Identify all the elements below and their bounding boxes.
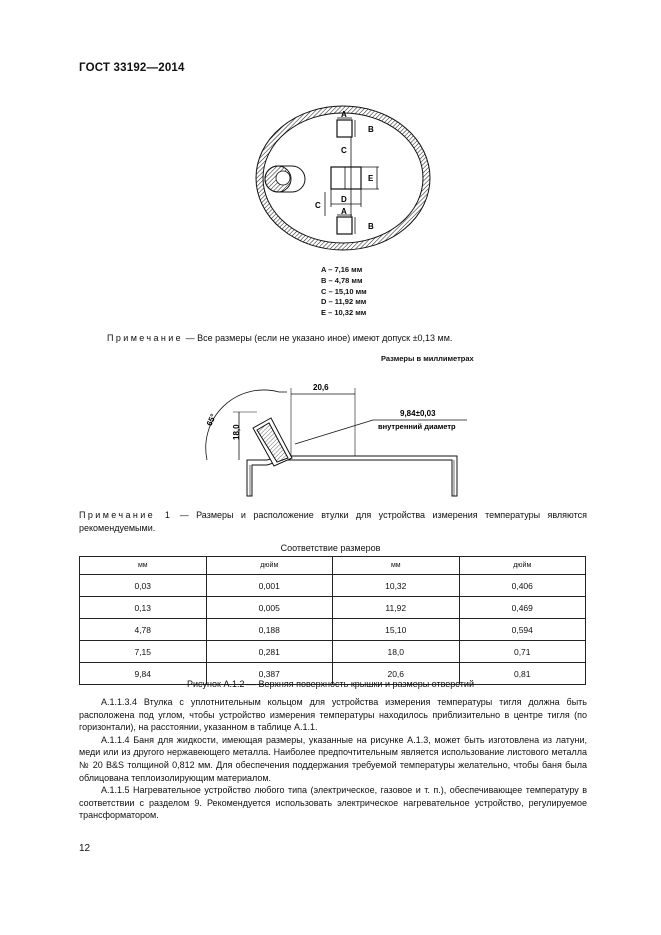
lid-top-view-figure	[245, 96, 445, 264]
table-cell: 0,13	[80, 597, 207, 619]
table-cell: 15,10	[333, 619, 460, 641]
table-caption: Соответствие размеров	[280, 543, 381, 553]
angle-label: 65°	[204, 412, 219, 428]
opening-center	[331, 167, 361, 189]
document-id: ГОСТ 33192—2014	[79, 62, 185, 74]
table-cell: 0,188	[206, 619, 333, 641]
paragraph: А.1.1.4 Баня для жидкости, имеющая размеры, указанные на рисунке А.1.3, может быть изготовлена из латуни, меди или из другого нержавеющего металла. Наиболее предпочтительным является использование листового металла № 20 B&S толщиной 0,812 мм. Для обеспечения поддержания требуемой температуры желательно, чтобы баня была облицована теплоизолирующим материалом.	[79, 734, 587, 783]
column-header: дюйм	[459, 557, 586, 575]
note-text: — Все размеры (если не указано иное) имеют допуск ±0,13 мм.	[183, 333, 453, 343]
table-cell: 18,0	[333, 641, 460, 663]
height-dimension: 18,0	[232, 424, 241, 440]
note-prefix: Примечание 1	[79, 510, 173, 520]
table-cell: 0,03	[80, 575, 207, 597]
opening-bottom	[337, 217, 352, 234]
dim-label-c-top: C	[341, 146, 347, 155]
legend-item: C – 15,10 мм	[321, 286, 367, 296]
width-dimension: 20,6	[313, 383, 329, 392]
dim-label-a-bottom: A	[341, 207, 347, 216]
table-cell: 0,406	[459, 575, 586, 597]
dim-label-c-bottom: C	[315, 201, 321, 210]
table-cell: 0,281	[206, 641, 333, 663]
legend-item: A – 7,16 мм	[321, 265, 363, 274]
tolerance-note	[107, 333, 452, 343]
thermometer-sleeve	[253, 418, 292, 466]
paragraph: А.1.1.3.4 Втулка с уплотнительным кольцом для устройства измерения температуры тигля должна быть расположена под углом, чтобы устройство измерения температуры находилось приблизительно в центре тигля (по горизонтали), на расстоянии, указанном в таблице А.1.1.	[79, 697, 587, 733]
table-cell: 11,92	[333, 597, 460, 619]
legend-item: E – 10,32 мм	[321, 308, 367, 318]
table-cell: 0,387	[206, 663, 333, 685]
diameter-note: внутренний диаметр	[378, 422, 456, 431]
dim-label-d: D	[341, 195, 347, 204]
table-cell: 10,32	[333, 575, 460, 597]
table-cell: 0,594	[459, 619, 586, 641]
stirrer-opening	[265, 166, 305, 192]
column-header: дюйм	[206, 557, 333, 575]
table-cell: 0,469	[459, 597, 586, 619]
legend-item: B – 4,78 мм	[321, 275, 363, 285]
table-cell: 0,71	[459, 641, 586, 663]
paragraph: А.1.1.5 Нагревательное устройство любого типа (электрическое, газовое и т. п.), обеспечивающее температуру в соответствии с разделом 9. Рекомендуется использовать электрическое нагревательное устройство, регулируемое трансформатором.	[79, 785, 587, 821]
diameter-value: 9,84±0,03	[400, 409, 436, 418]
table-cell: 9,84	[80, 663, 207, 685]
column-header: мм	[333, 557, 460, 575]
table-row	[80, 619, 586, 641]
dim-label-b-bottom: B	[368, 222, 374, 231]
legend-item: D – 11,92 мм	[321, 297, 367, 307]
note-text: — Размеры и расположение втулки для устройства измерения температуры являются рекомендуемыми.	[79, 510, 587, 533]
body-text	[79, 696, 587, 822]
table-cell: 0,001	[206, 575, 333, 597]
dim-label-b-top: B	[368, 125, 374, 134]
opening-top	[337, 120, 352, 137]
column-header: мм	[80, 557, 207, 575]
table-row	[80, 575, 586, 597]
dim-label-e: E	[368, 174, 374, 183]
table-header-row	[80, 557, 586, 575]
dimension-correspondence-table	[79, 556, 586, 685]
units-label: Размеры в миллиметрах	[381, 354, 474, 363]
table-cell: 0,81	[459, 663, 586, 685]
table-row	[80, 597, 586, 619]
dim-label-a-top: A	[341, 110, 347, 119]
dimension-legend	[321, 265, 367, 319]
table-cell: 0,005	[206, 597, 333, 619]
lid-cross-section-figure	[195, 372, 485, 502]
sleeve-note	[79, 509, 587, 535]
table-cell: 4,78	[80, 619, 207, 641]
page-number: 12	[79, 843, 91, 854]
table-cell: 7,15	[80, 641, 207, 663]
table-cell: 20,6	[333, 663, 460, 685]
note-prefix: Примечание	[107, 333, 184, 343]
figure-caption: Рисунок А.1.2 — Верхняя поверхность крышки и размеры отверстий	[187, 679, 474, 689]
table-row	[80, 641, 586, 663]
